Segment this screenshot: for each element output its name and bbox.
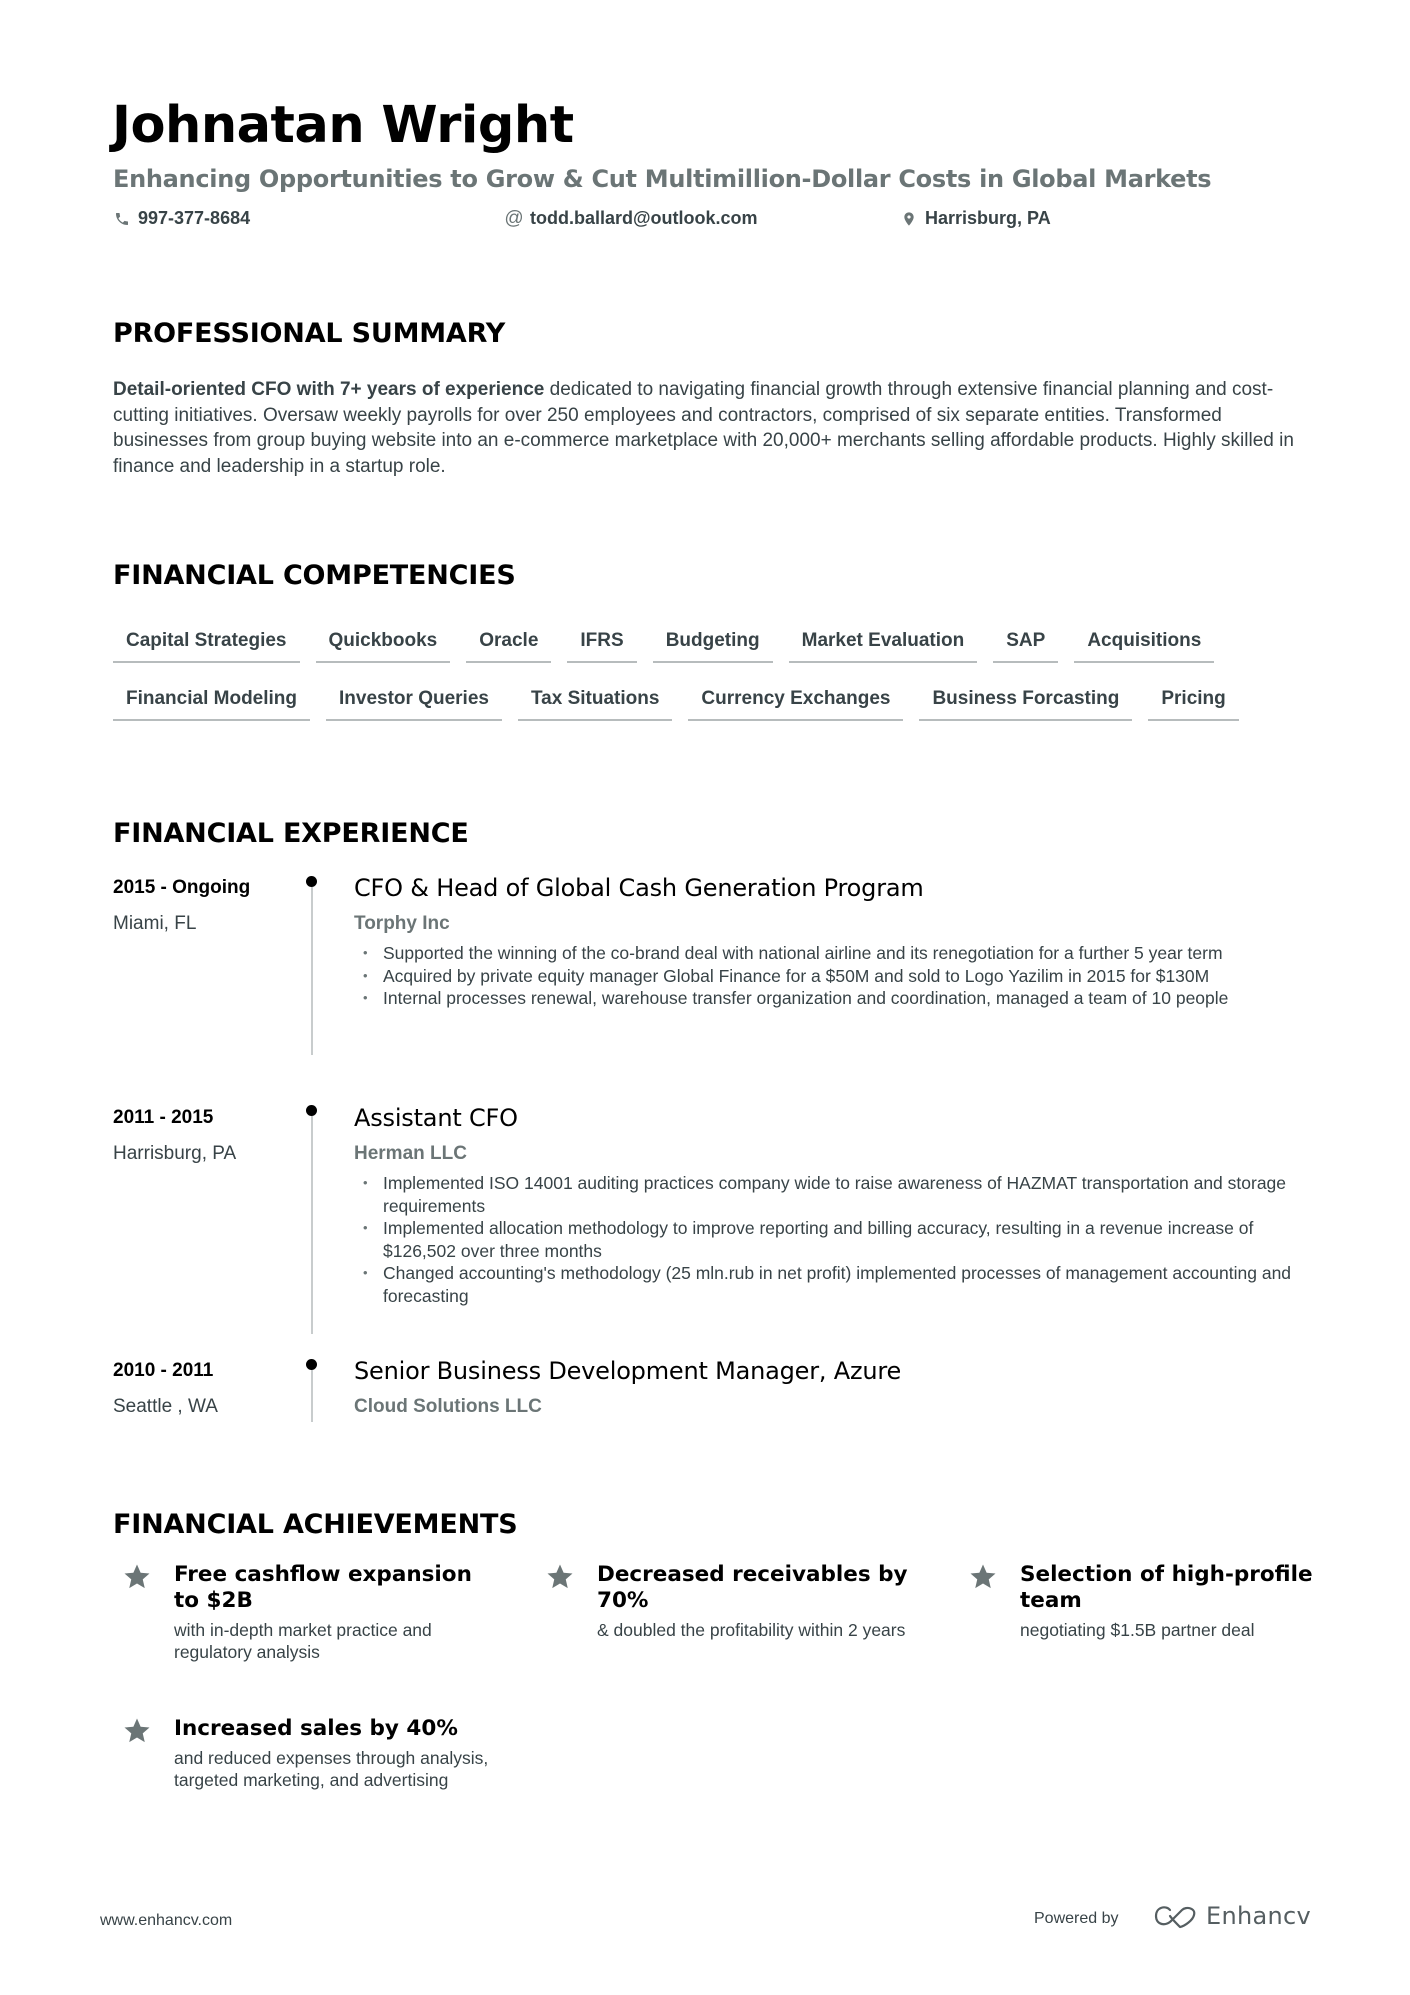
competency-tag: Capital Strategies: [113, 630, 300, 663]
achievement-desc: with in-depth market practice and regulatory analysis: [174, 1620, 432, 1662]
star-icon: [545, 1562, 575, 1592]
job-bullet: • Acquired by private equity manager Global Finance for a $50M and sold to Logo Yazilim in 2015 for $130M: [363, 965, 1303, 988]
location-pin-icon: [900, 210, 918, 228]
job-bullets: [363, 1172, 1303, 1307]
footer-website-link[interactable]: www.enhancv.com: [100, 1912, 233, 1929]
achievement-desc: and reduced expenses through analysis, targeted marketing, and advertising: [174, 1748, 489, 1790]
summary-body: dedicated to navigating financial growth through extensive financial planning and cost-cutting initiatives. Oversaw weekly payrolls for over 250 employees and contractors, comprised of six separate entities. Transformed businesses from group buying website into an e-commerce marketplace with 20,000+ merchants selling affordable products. Highly skilled in finance and leadership in a startup role.: [113, 379, 1294, 477]
job-location: Miami, FL: [113, 913, 197, 934]
enhancv-logo-icon: [1152, 1901, 1200, 1931]
competency-tag: Acquisitions: [1074, 630, 1214, 663]
competency-tag: Business Forcasting: [919, 688, 1132, 721]
achievement-title: Decreased receivables by 70%: [597, 1562, 908, 1613]
summary-heading: PROFESSIONAL SUMMARY: [113, 318, 506, 349]
job-title: CFO & Head of Global Cash Generation Program: [354, 874, 924, 902]
email-address[interactable]: todd.ballard@outlook.com: [530, 208, 758, 228]
achievement-title: Selection of high-profile team: [1020, 1562, 1313, 1613]
candidate-headline: Enhancing Opportunities to Grow & Cut Multimillion-Dollar Costs in Global Markets: [113, 165, 1212, 193]
achievements-heading: FINANCIAL ACHIEVEMENTS: [113, 1509, 518, 1540]
competency-row-1: [113, 630, 1333, 663]
job-dates: 2010 - 2011: [113, 1360, 214, 1381]
candidate-name: Johnatan Wright: [112, 96, 574, 155]
summary-lead: Detail-oriented CFO with 7+ years of experience: [113, 379, 545, 400]
job-title: Assistant CFO: [354, 1104, 518, 1132]
achievement-title: Free cashflow expansion to $2B: [174, 1562, 472, 1613]
job-bullet: • Changed accounting's methodology (25 mln.rub in net profit) implemented processes of management accounting and forecasting: [363, 1262, 1303, 1307]
job-dates: 2015 - Ongoing: [113, 877, 251, 898]
achievement-desc: & doubled the profitability within 2 years: [597, 1620, 906, 1640]
timeline-dot: [306, 876, 317, 887]
competency-tag: Budgeting: [653, 630, 773, 663]
job-bullet: • Implemented allocation methodology to improve reporting and billing accuracy, resulting in a revenue increase of $126,502 over three months: [363, 1217, 1303, 1262]
competency-tag: Pricing: [1148, 688, 1238, 721]
star-icon: [968, 1562, 998, 1592]
job-company: Torphy Inc: [354, 913, 450, 934]
job-bullet: • Implemented ISO 14001 auditing practices company wide to raise awareness of HAZMAT transportation and storage requirements: [363, 1172, 1303, 1217]
job-location: Harrisburg, PA: [113, 1143, 237, 1164]
enhancv-logo[interactable]: [1152, 1901, 1311, 1931]
competency-tag: Currency Exchanges: [688, 688, 903, 721]
competency-tag: SAP: [993, 630, 1058, 663]
job-bullet: • Supported the winning of the co-brand deal with national airline and its renegotiation for a further 5 year term: [363, 942, 1303, 965]
job-dates: 2011 - 2015: [113, 1107, 214, 1128]
job-location: Seattle , WA: [113, 1396, 218, 1417]
enhancv-brand-name: Enhancv: [1206, 1902, 1312, 1930]
timeline-line: [311, 1370, 313, 1422]
contact-phone: [113, 208, 250, 229]
phone-icon: [113, 210, 131, 228]
timeline-line: [311, 1116, 313, 1334]
competency-tag: Financial Modeling: [113, 688, 310, 721]
experience-heading: FINANCIAL EXPERIENCE: [113, 818, 469, 849]
job-company: Cloud Solutions LLC: [354, 1396, 542, 1417]
contact-email: [505, 208, 758, 229]
star-icon: [122, 1562, 152, 1592]
competency-tag: Oracle: [466, 630, 551, 663]
phone-number[interactable]: 997-377-8684: [138, 208, 251, 228]
competency-tag: Quickbooks: [316, 630, 451, 663]
job-company: Herman LLC: [354, 1143, 467, 1164]
competencies-heading: FINANCIAL COMPETENCIES: [113, 560, 516, 591]
location-text: Harrisburg, PA: [925, 208, 1051, 228]
timeline-dot: [306, 1359, 317, 1370]
job-title: Senior Business Development Manager, Azure: [354, 1357, 902, 1385]
contact-location: [900, 208, 1051, 229]
footer-powered-by: Powered by: [1034, 1910, 1119, 1927]
timeline-line: [311, 887, 313, 1055]
summary-text: [113, 377, 1313, 479]
job-bullets: [363, 942, 1303, 1010]
competency-tag: Investor Queries: [326, 688, 502, 721]
timeline-dot: [306, 1105, 317, 1116]
job-bullet: • Internal processes renewal, warehouse transfer organization and coordination, managed a team of 10 people: [363, 987, 1303, 1010]
achievement-title: Increased sales by 40%: [174, 1716, 458, 1741]
competency-tag: IFRS: [567, 630, 636, 663]
at-icon: @: [504, 208, 524, 229]
competency-tag: Market Evaluation: [789, 630, 978, 663]
achievement-desc: negotiating $1.5B partner deal: [1020, 1620, 1255, 1640]
competency-row-2: [113, 688, 1333, 721]
star-icon: [122, 1716, 152, 1746]
competency-tag: Tax Situations: [518, 688, 672, 721]
